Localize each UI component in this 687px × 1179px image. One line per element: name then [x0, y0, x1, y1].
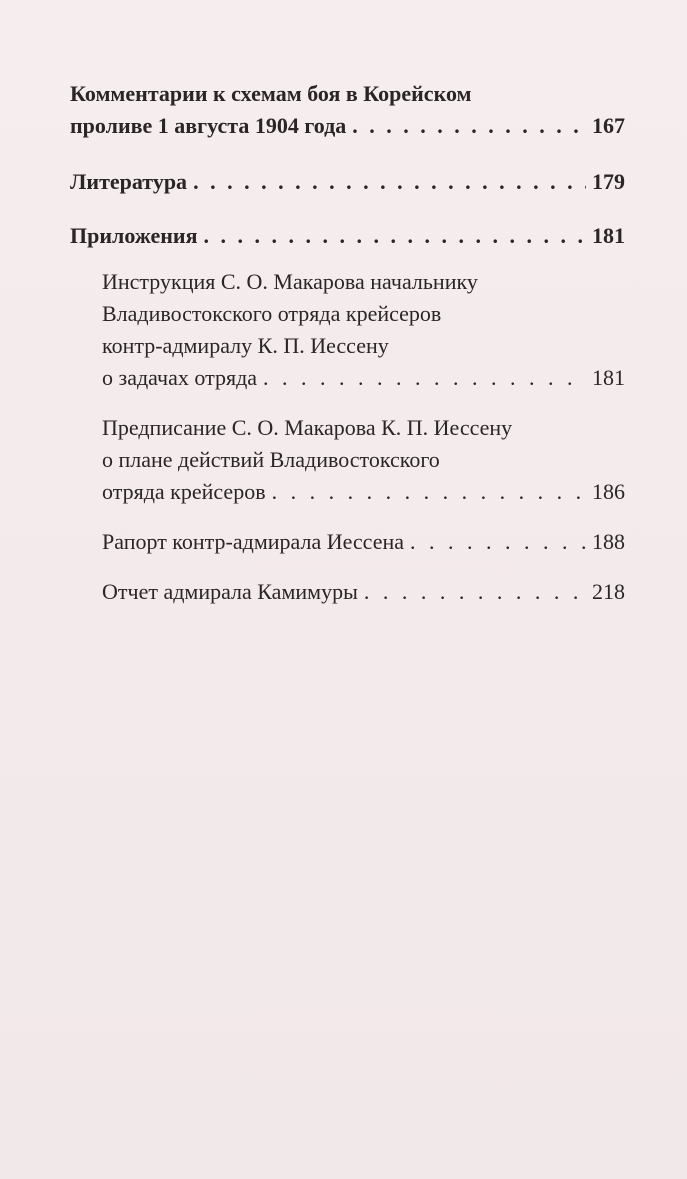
toc-entry-title-line: Инструкция С. О. Макарова начальнику — [102, 269, 478, 294]
toc-entry-title: Приложения — [70, 223, 198, 248]
dot-leader — [204, 220, 587, 252]
toc-subentry-makarov-order — [70, 412, 625, 508]
toc-entry-title-line: Предписание С. О. Макарова К. П. Иессену — [102, 415, 513, 440]
dot-leader — [410, 526, 586, 558]
toc-subentry-makarov-instruction — [70, 266, 625, 394]
page-number: 167 — [592, 113, 625, 138]
dot-leader — [272, 476, 586, 508]
toc-entry-title-line: о плане действий Владивостокского — [102, 447, 440, 472]
dot-leader — [193, 166, 586, 198]
toc-subentry-jessen-report — [70, 526, 625, 558]
toc-entry-literature — [70, 166, 625, 198]
toc-entry-appendices — [70, 220, 625, 252]
toc-entry-title: Литература — [70, 169, 188, 194]
page-number: 186 — [592, 479, 625, 504]
toc-entry-title: Рапорт контр-адмирала Иессена — [102, 529, 405, 554]
toc-subentry-kamimura-report — [70, 576, 625, 608]
dot-leader — [263, 362, 586, 394]
dot-leader — [352, 110, 586, 142]
page-number: 218 — [592, 579, 625, 604]
toc-entry-title: о задачах отряда — [102, 365, 258, 390]
toc-entry-title-line: Комментарии к схемам боя в Корейском — [70, 81, 472, 106]
page-number: 181 — [592, 365, 625, 390]
toc-entry-title-line: Владивостокского отряда крейсеров — [102, 301, 442, 326]
table-of-contents — [70, 78, 625, 626]
dot-leader — [364, 576, 586, 608]
toc-entry-korea-strait-comments — [70, 78, 625, 142]
toc-entry-title: отряда крейсеров — [102, 479, 266, 504]
page-number: 188 — [592, 529, 625, 554]
toc-entry-title-line: контр-адмиралу К. П. Иессену — [102, 333, 389, 358]
toc-entry-title: проливе 1 августа 1904 года — [70, 113, 347, 138]
page-number: 179 — [592, 169, 625, 194]
page-number: 181 — [592, 223, 625, 248]
toc-entry-title: Отчет адмирала Камимуры — [102, 579, 358, 604]
